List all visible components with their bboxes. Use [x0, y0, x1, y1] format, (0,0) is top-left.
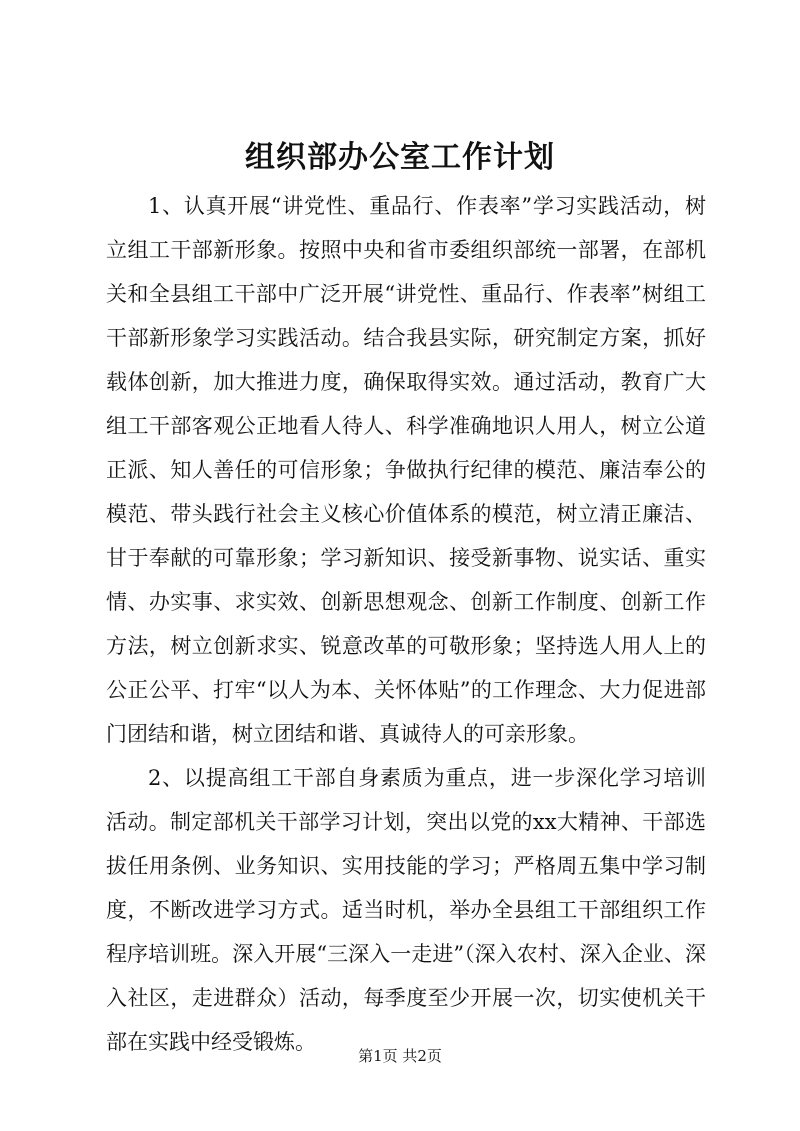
document-body: [106, 184, 706, 1064]
paragraph-1: 1、认真开展“讲党性、重品行、作表率”学习实践活动，树立组工干部新形象。按照中央和省市委组织部统一部署，在部机关和全县组工干部中广泛开展“讲党性、重品行、作表率”树组工干部新形象学习实践活动。结合我县实际，研究制定方案，抓好载体创新，加大推进力度，确保取得实效。通过活动，教育广大组工干部客观公正地看人待人、科学准确地识人用人，树立公道正派、知人善任的可信形象；争做执行纪律的模范、廉洁奉公的模范、带头践行社会主义核心价值体系的模范，树立清正廉洁、甘于奉献的可靠形象；学习新知识、接受新事物、说实话、重实情、办实事、求实效、创新思想观念、创新工作制度、创新工作方法，树立创新求实、锐意改革的可敬形象；坚持选人用人上的公正公平、打牢“以人为本、关怀体贴”的工作理念、大力促进部门团结和谐，树立团结和谐、真诚待人的可亲形象。: [106, 194, 706, 746]
document-title: 组织部办公室工作计划: [245, 140, 555, 175]
page-footer: 第1页 共2页: [358, 1047, 442, 1065]
paragraph-2: 2、以提高组工干部自身素质为重点，进一步深化学习培训活动。制定部机关干部学习计划，突出以党的xx大精神、干部选拔任用条例、业务知识、实用技能的学习；严格周五集中学习制度，不断改进学习方式。适当时机，举办全县组工干部组织工作程序培训班。深入开展“三深入一走进”（深入农村、深入企业、深入社区，走进群众）活动，每季度至少开展一次，切实使机关干部在实践中经受锻炼。: [106, 766, 706, 1054]
